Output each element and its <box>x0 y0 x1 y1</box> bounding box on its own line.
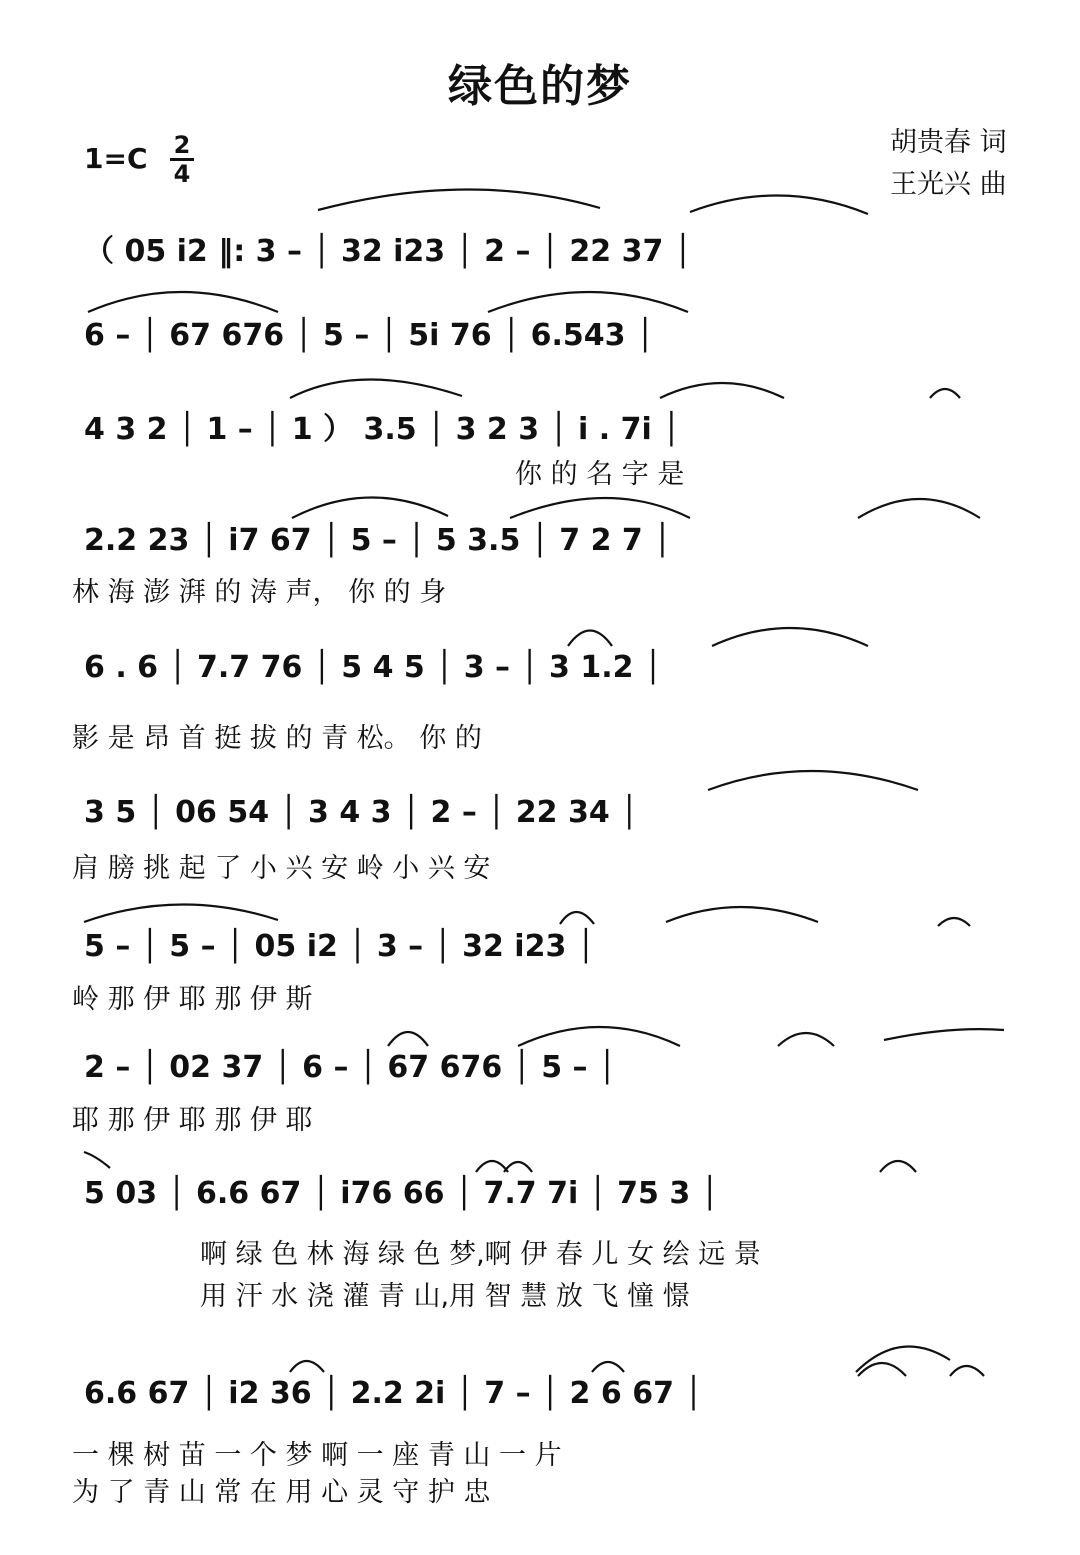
slur <box>292 497 448 518</box>
slur <box>858 1363 906 1376</box>
time-signature-bottom: 4 <box>173 160 191 188</box>
system-8-notes: 2 – │ 02 37 │ 6 – │ 67 676 │ 5 – │ <box>84 1050 617 1085</box>
slur <box>880 1161 916 1172</box>
system-6-lyrics: 肩 膀 挑 起 了 小 兴 安 岭 小 兴 安 <box>72 853 491 884</box>
slur <box>778 1033 834 1046</box>
system-9-notes: 5 03 │ 6.6 67 │ i76 66 │ 7.7 7i │ 75 3 │ <box>84 1176 719 1211</box>
slur <box>950 1366 984 1376</box>
slur <box>476 1161 508 1172</box>
slur <box>884 1029 1004 1040</box>
slur <box>290 1361 324 1372</box>
slur <box>666 907 818 922</box>
slur <box>938 918 970 926</box>
system-3-notes: 4 3 2 │ 1 – │ 1 ） 3.5 │ 3 2 3 │ i . 7i │ <box>84 412 681 447</box>
system-10-lyrics-verse-1: 一 棵 树 苗 一 个 梦 啊 一 座 青 山 一 片 <box>72 1440 562 1471</box>
system-7-lyrics: 岭 那 伊 耶 那 伊 斯 <box>72 984 313 1015</box>
key-signature: 1=C <box>84 142 148 175</box>
slur <box>856 1347 950 1372</box>
slur <box>568 631 612 647</box>
slur <box>518 1027 680 1046</box>
slur <box>388 1032 428 1046</box>
page-title: 绿色的梦 <box>448 61 632 112</box>
system-2-notes: 6 – │ 67 676 │ 5 – │ 5i 76 │ 6.543 │ <box>84 318 654 353</box>
system-6-notes: 3 5 │ 06 54 │ 3 4 3 │ 2 – │ 22 34 │ <box>84 795 639 830</box>
slur <box>318 189 600 210</box>
composer-credit: 王光兴 曲 <box>890 169 1007 200</box>
system-7-notes: 5 – │ 5 – │ 05 i2 │ 3 – │ 32 i23 │ <box>84 929 595 964</box>
slur <box>488 292 688 312</box>
slur <box>84 1152 110 1168</box>
slur <box>690 195 868 214</box>
system-9-lyrics-verse-1: 啊 绿 色 林 海 绿 色 梦,啊 伊 春 儿 女 绘 远 景 <box>200 1239 761 1270</box>
system-10-notes: 6.6 67 │ i2 36 │ 2.2 2i │ 7 – │ 2 6 67 │ <box>84 1376 703 1411</box>
slur <box>510 498 690 518</box>
slur <box>930 389 960 398</box>
slur <box>592 1362 624 1372</box>
time-signature-top: 2 <box>173 131 191 159</box>
system-1-notes: （ 05 i2 ‖: 3 – │ 32 i23 │ 2 – │ 22 37 │ <box>84 234 692 269</box>
slur <box>290 379 462 398</box>
system-9-lyrics-verse-2: 用 汗 水 浇 灌 青 山,用 智 慧 放 飞 憧 憬 <box>200 1281 690 1312</box>
system-3-lyrics: 你 的 名 字 是 <box>515 459 685 490</box>
system-4-notes: 2.2 23 │ i7 67 │ 5 – │ 5 3.5 │ 7 2 7 │ <box>84 523 672 558</box>
system-10-lyrics-verse-2: 为 了 青 山 常 在 用 心 灵 守 护 忠 <box>72 1477 491 1508</box>
slur <box>560 912 594 924</box>
slur <box>660 383 784 398</box>
slur <box>708 771 918 790</box>
system-5-lyrics: 影 是 昂 首 挺 拔 的 青 松。 你 的 <box>72 723 482 754</box>
slur <box>88 292 278 312</box>
slur <box>858 499 980 518</box>
time-signature <box>170 131 194 188</box>
system-5-notes: 6 . 6 │ 7.7 76 │ 5 4 5 │ 3 – │ 3 1.2 │ <box>84 650 662 685</box>
system-8-lyrics: 耶 那 伊 耶 那 伊 耶 <box>72 1105 313 1136</box>
slur <box>712 628 868 646</box>
lyricist-credit: 胡贵春 词 <box>890 127 1007 158</box>
slur <box>504 1162 532 1172</box>
slur <box>84 904 278 922</box>
system-4-lyrics: 林 海 澎 湃 的 涛 声， 你 的 身 <box>72 577 447 608</box>
